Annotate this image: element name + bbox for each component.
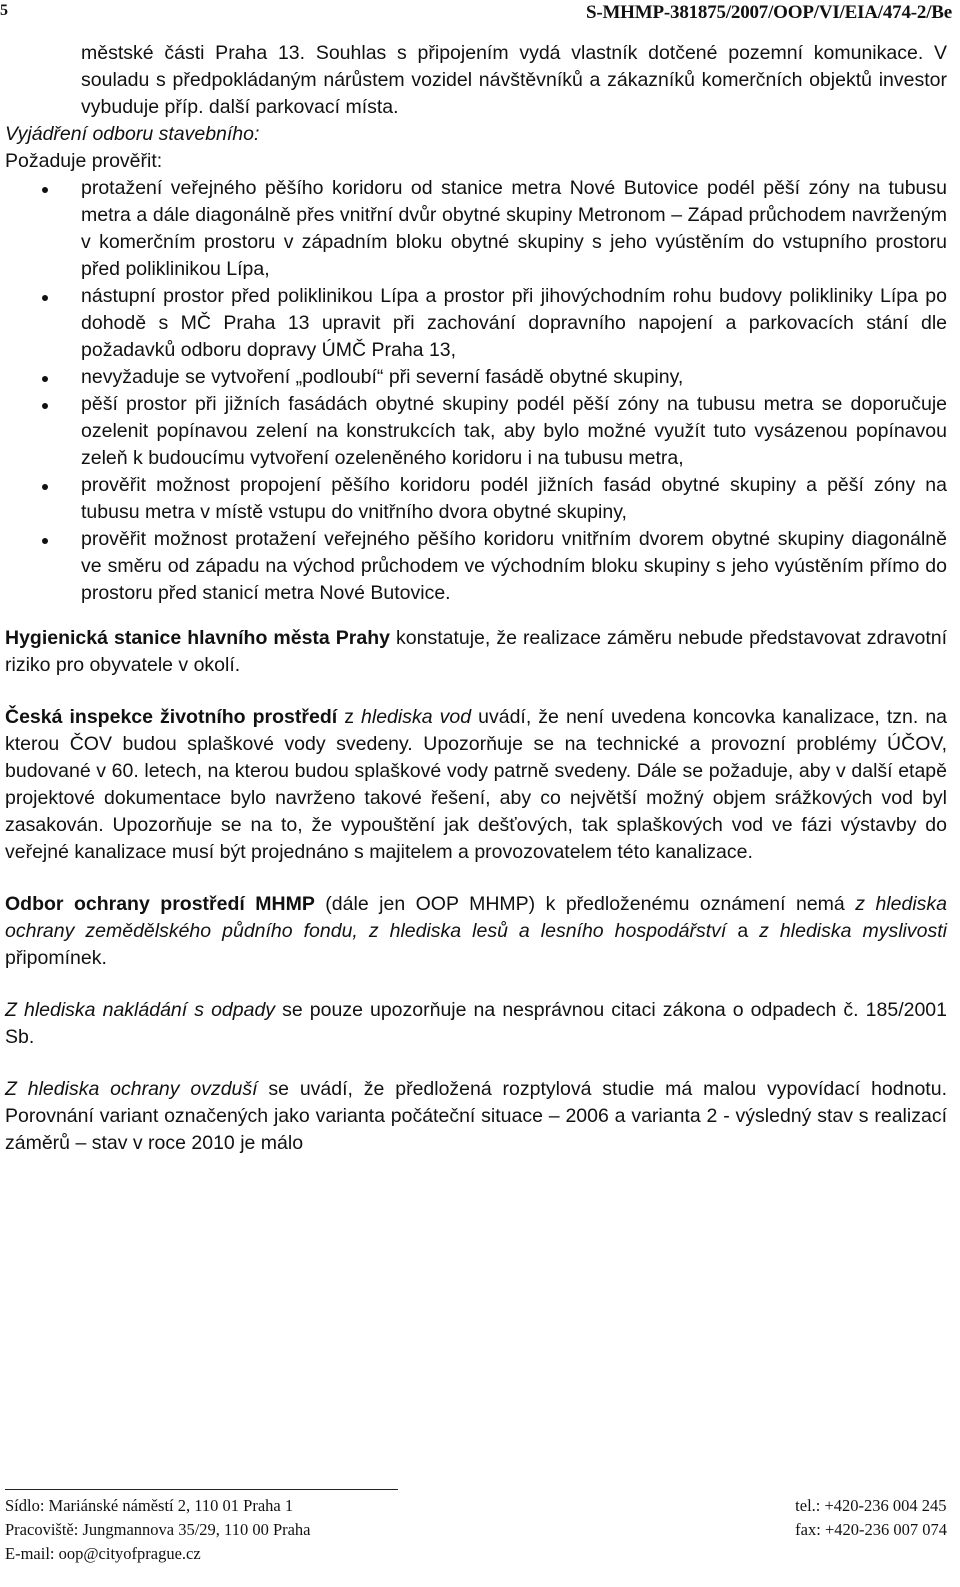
footer-contact-right	[795, 1494, 947, 1542]
air-text: se uvádí, že předložená rozptylová studie má malou vypovídací hodnotu. Porovnání variant označených jako varianta počáteční situace – 2006 a varianta 2 - výsledný stav s realizací záměrů – stav v roce 2010 je málo	[5, 1078, 947, 1154]
footer-fax: fax: +420-236 007 074	[795, 1520, 947, 1539]
list-item	[5, 526, 947, 607]
document-reference: S-MHMP-381875/2007/OOP/VI/EIA/474-2/Be	[585, 2, 952, 23]
oop-aspect-2: z hlediska myslivosti	[759, 920, 947, 942]
page-number: 5	[0, 2, 8, 19]
requirements-list	[5, 175, 947, 607]
list-item	[5, 364, 947, 391]
bullet-icon	[42, 538, 48, 544]
waste-text: se pouze upozorňuje na nesprávnou citaci zákona o odpadech č. 185/2001 Sb.	[5, 999, 947, 1048]
oop-paragraph: Odbor ochrany prostředí MHMP (dále jen OOP MHMP) k předloženému oznámení nemá z hlediska ochrany zemědělského půdního fondu, z hlediska lesů a lesního hospodářství a z hlediska myslivosti připomínek.	[5, 893, 947, 969]
list-item	[5, 472, 947, 526]
hygiene-org-name: Hygienická stanice hlavního města Prahy	[5, 627, 390, 649]
bullet-icon	[42, 295, 48, 301]
footer-email: E-mail: oop@cityofprague.cz	[5, 1544, 201, 1563]
oop-aspect-1: z hlediska ochrany zemědělského půdního fondu, z hlediska lesů a lesního hospodářství	[5, 893, 947, 942]
bullet-icon	[42, 484, 48, 490]
waste-paragraph	[5, 997, 947, 1051]
list-item	[5, 283, 947, 364]
hygiene-paragraph	[5, 625, 947, 679]
list-item	[5, 175, 947, 283]
inspection-org-name: Česká inspekce životního prostředí	[5, 706, 338, 728]
list-item-text: pěší prostor při jižních fasádách obytné skupiny podél pěší zóny na tubusu metra se doporučuje ozelenit popínavou zelení na konstrukcích tak, aby bylo možné využít tuto vysázenou popínavou zeleň k budoucímu vytvoření ozeleněného koridoru i na tubusu metra,	[81, 393, 947, 469]
inspection-paragraph: Česká inspekce životního prostředí z hlediska vod uvádí, že není uvedena koncovka kanalizace, tzn. na kterou ČOV budou splaškové vody svedeny. Upozorňuje se na technické a provozní problémy ÚČOV, budované v 60. letech, na kterou budou splaškové vody patrně svedeny. Dále se požaduje, aby v další etapě projektové dokumentace bylo navrženo takové řešení, aby co největší možný objem srážkových vod byl zasakován. Upozorňuje se na to, že vypouštění jak dešťových, tak splaškových vod ve fázi výstavby do veřejné kanalizace musí být projednáno s majitelem a provozovatelem této kanalizace.	[5, 706, 948, 863]
footer-divider	[5, 1489, 398, 1490]
list-item-text: nevyžaduje se vytvoření „podloubí“ při severní fasádě obytné skupiny,	[81, 366, 684, 388]
building-dept-heading: Vyjádření odboru stavebního:	[5, 123, 260, 145]
list-item-text: nástupní prostor před poliklinikou Lípa a prostor při jihovýchodním rohu budovy polikliniky Lípa po dohodě s MČ Praha 13 upravit při zachování dopravního napojení a parkovacích stání dle požadavků odboru dopravy ÚMČ Praha 13,	[81, 285, 947, 361]
list-item-text: protažení veřejného pěšího koridoru od stanice metra Nové Butovice podél pěší zóny na tubusu metra a dále diagonálně přes vnitřní dvůr obytné skupiny Metronom – Západ průchodem navrženým v komerčním prostoru v západním bloku obytné skupiny s jeho vyústěním do vstupního prostoru před poliklinikou Lípa,	[81, 177, 947, 280]
list-item-text: prověřit možnost propojení pěšího koridoru podél jižních fasád obytné skupiny a pěší zóny na tubusu metra v místě vstupu do vnitřního dvora obytné skupiny,	[81, 474, 947, 523]
footer-address: Sídlo: Mariánské náměstí 2, 110 01 Praha 1	[5, 1496, 294, 1515]
inspection-text: uvádí, že není uvedena koncovka kanalizace, tzn. na kterou ČOV budou splaškové vody svedeny. Upozorňuje se na technické a provozní problémy ÚČOV, budované v 60. letech, na kterou budou splaškové vody patrně svedeny. Dále se požaduje, aby v další etapě projektové dokumentace bylo navrženo takové řešení, aby co největší možný objem srážkových vod byl zasakován. Upozorňuje se na to, že vypouštění jak dešťových, tak splaškových vod ve fázi výstavby do veřejné kanalizace musí být projednáno s majitelem a provozovatelem této kanalizace.	[5, 706, 948, 863]
waste-aspect: Z hlediska nakládání s odpady	[5, 999, 276, 1021]
inspection-aspect: hlediska vod	[361, 706, 472, 728]
document-body	[5, 40, 947, 1157]
air-aspect: Z hlediska ochrany ovzduší	[5, 1078, 258, 1100]
building-dept-requirement: Požaduje prověřit:	[5, 150, 163, 172]
air-paragraph	[5, 1076, 947, 1157]
footer-contact-left	[5, 1494, 311, 1566]
bullet-icon	[42, 403, 48, 409]
footer-workplace: Pracoviště: Jungmannova 35/29, 110 00 Praha	[5, 1520, 311, 1539]
bullet-icon	[42, 187, 48, 193]
page-header	[0, 2, 960, 30]
bullet-icon	[42, 376, 48, 382]
list-item	[5, 391, 947, 472]
intro-paragraph: městské části Praha 13. Souhlas s připojením vydá vlastník dotčené pozemní komunikace. V souladu s předpokládaným nárůstem vozidel návštěvníků a zákazníků komerčních objektů investor vybuduje příp. další parkovací místa.	[81, 42, 947, 118]
list-item-text: prověřit možnost protažení veřejného pěšího koridoru vnitřním dvorem obytné skupiny diagonálně ve směru od západu na východ průchodem ve východním bloku skupiny s jeho vyústěním přímo do prostoru před stanicí metra Nové Butovice.	[81, 528, 947, 604]
hygiene-text: konstatuje, že realizace záměru nebude představovat zdravotní riziko pro obyvatele v okolí.	[5, 627, 947, 676]
oop-org-name: Odbor ochrany prostředí MHMP	[5, 893, 315, 915]
footer-phone: tel.: +420-236 004 245	[795, 1496, 947, 1515]
